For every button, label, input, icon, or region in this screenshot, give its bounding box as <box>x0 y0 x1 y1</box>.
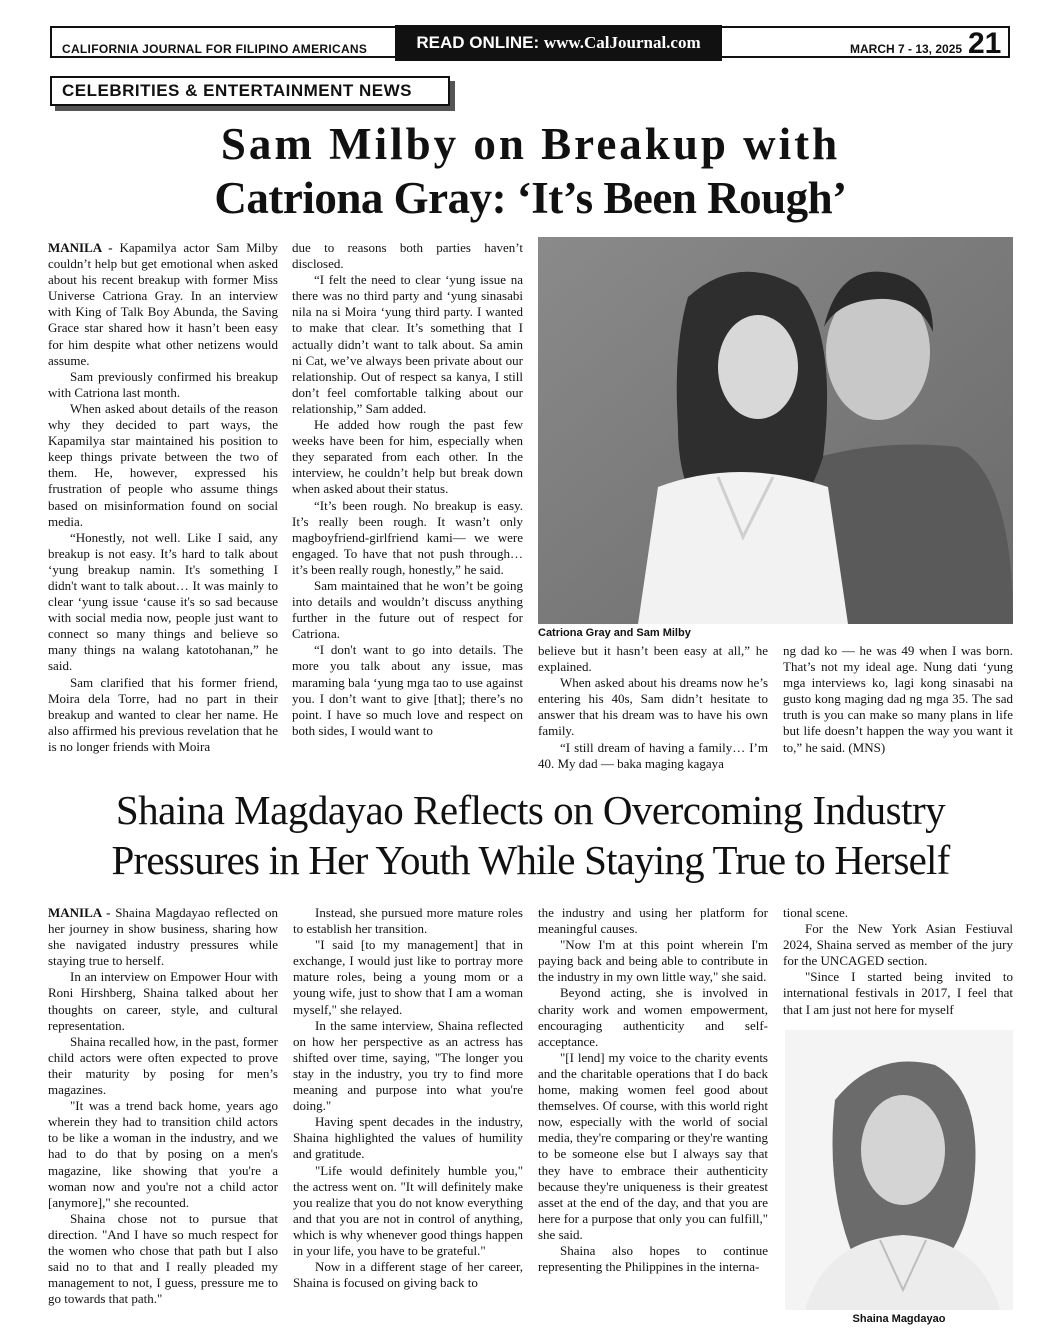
page-number: 21 <box>968 27 1002 60</box>
article2-photo <box>785 1030 1013 1310</box>
paragraph <box>538 1050 768 1243</box>
paragraph <box>292 417 523 497</box>
paragraph <box>48 240 278 369</box>
paragraph-text: Now in a different stage of her career, Shaina is focused on giving back to <box>293 1259 523 1291</box>
paragraph <box>783 643 1013 756</box>
publication-name: CALIFORNIA JOURNAL FOR FILIPINO AMERICANS <box>62 42 368 56</box>
paragraph-text: Sam previously confirmed his breakup with Catriona last month. <box>48 368 278 400</box>
paragraph <box>48 1098 278 1211</box>
paragraph <box>292 642 523 739</box>
paragraph-text: “I felt the need to clear ‘yung issue na there was no third party and ‘yung sinasabi nila na si Moira ‘yung third party. I wanted to make that clear. It’s something that I actually didn’t want to talk about. Sa amin ni Cat, we’ve always been private about our relationship. Out of respect sa kanya, I still don’t feel comfortable talking about our relationship,” Sam added. <box>292 272 523 416</box>
issue-date: MARCH 7 - 13, 2025 <box>850 42 963 56</box>
paragraph-text: Sam maintained that he won’t be going into details and wouldn’t discuss anything further in the future out of respect for Catriona. <box>292 577 523 642</box>
paragraph-text: “It’s been rough. No breakup is easy. It’s really been rough. It wasn’t only magboyfriend-girlfriend kami— we were engaged. To have that not push through… it’s been really rough, honestly,” he said. <box>292 497 523 577</box>
paragraph <box>48 530 278 675</box>
paragraph <box>48 675 278 755</box>
paragraph <box>293 905 523 937</box>
paragraph <box>293 1163 523 1260</box>
read-online-banner[interactable] <box>395 25 722 61</box>
paragraph <box>48 1034 278 1098</box>
paragraph-text: Shaina chose not to pursue that direction. "And I have so much respect for the women who chose that path but I also said no to that and I really pleaded my management to not, I guess, pressure me to go towards that path." <box>48 1210 278 1307</box>
paragraph-text: believe but it hasn’t been easy at all,” he explained. <box>538 643 768 675</box>
paragraph <box>292 240 523 272</box>
dateline: MANILA - <box>48 905 111 920</box>
paragraph-text: When asked about his dreams now he’s entering his 40s, Sam didn’t hesitate to answer that his dream was to have his own family. <box>538 675 768 739</box>
paragraph-text: "It was a trend back home, years ago wherein they had to transition child actors to be like a woman in the industry, and we had to do that by posing on a men's magazine, like showing that you're a woman now and you're not a child actor [anymore]," she recounted. <box>48 1098 278 1210</box>
article1-photo-caption: Catriona Gray and Sam Milby <box>538 627 691 639</box>
paragraph-text: tional scene. <box>783 905 848 920</box>
paragraph-text: "Now I'm at this point wherein I'm paying back and being able to contribute in the industry in my own little way," she said. <box>538 937 768 985</box>
paragraph-text: Sam clarified that his former friend, Moira dela Torre, had no part in their breakup and wanted to clear her name. He also affirmed his previous revelation that he is no longer friends with Moira <box>48 674 278 754</box>
paragraph-text: "Since I started being invited to international festivals in 2017, I feel that that I am just not here for myself <box>783 969 1013 1017</box>
paragraph-text: For the New York Asian Festiuval 2024, Shaina served as member of the jury for the UNCAGED section. <box>783 921 1013 969</box>
paragraph <box>783 905 1013 921</box>
paragraph-text: In an interview on Empower Hour with Roni Hirshberg, Shaina talked about her thoughts on career, style, and cultural representation. <box>48 969 278 1033</box>
paragraph-text: Shaina Magdayao reflected on her journey in show business, sharing how she navigated industry pressures while staying true to herself. <box>48 905 278 969</box>
article1-column-3 <box>538 643 768 780</box>
paragraph <box>538 643 768 675</box>
paragraph-text: “I don't want to go into details. The more you talk about any issue, mas maraming bala ‘yung mga tao to use against you. I don’t want to give [that]; there’s no point. I have so much love and respect on both sides, I would want to <box>292 642 523 738</box>
paragraph <box>293 1114 523 1162</box>
paragraph <box>783 969 1013 1017</box>
paragraph-text: Having spent decades in the industry, Shaina highlighted the values of humility and gratitude. <box>293 1114 523 1162</box>
paragraph <box>538 985 768 1049</box>
article2-column-4 <box>783 905 1013 1025</box>
article2-headline-line1: Shaina Magdayao Reflects on Overcoming Industry <box>115 787 946 833</box>
paragraph-text: ng dad ko — he was 49 when I was born. That’s not my ideal age. Nung dati ‘yung mga interviews ko, lagi kong sinasabi na gusto kong maging dad ng mga 35. The sad truth is you can make so many plans in life but life doesn’t happen the way you want it to,” he said. (MNS) <box>783 643 1013 755</box>
article1-column-2 <box>292 240 523 780</box>
paragraph-text: Shaina recalled how, in the past, former child actors were often expected to prove their maturity by posing for men’s magazines. <box>48 1033 278 1098</box>
paragraph-text: Instead, she pursued more mature roles to establish her transition. <box>293 905 523 937</box>
paragraph-text: Shaina also hopes to continue representing the Philippines in the interna- <box>538 1242 768 1275</box>
paragraph <box>538 675 768 739</box>
paragraph <box>783 921 1013 969</box>
paragraph <box>48 401 278 530</box>
article1-column-1 <box>48 240 278 780</box>
paragraph-text: “I still dream of having a family… I’m 40. My dad — baka maging kagaya <box>538 739 768 771</box>
paragraph-text: "[I lend] my voice to the charity events and the charitable operations that I do back home, making women feel good about themselves. Of course, with this world right now, especially with the world of social media, they're comparing or they're wanting to be someone else but I always say that they have to embrace their authenticity because they're uniqueness is their greatest asset at the end of the day, and that you are here for a purpose that only you can fulfill," she said. <box>538 1049 768 1242</box>
paragraph <box>48 1211 278 1308</box>
article2-column-2 <box>293 905 523 1330</box>
paragraph <box>293 937 523 1017</box>
paragraph <box>292 498 523 578</box>
paragraph-text: Beyond acting, she is involved in charity work and women empowerment, encouraging authenticity and self-acceptance. <box>538 985 768 1049</box>
paragraph <box>538 905 768 937</box>
paragraph <box>538 1243 768 1275</box>
article2-column-1 <box>48 905 278 1330</box>
article1-headline-line1: Sam Milby on Breakup with <box>220 119 841 169</box>
article1-column-4 <box>783 643 1013 780</box>
paragraph-text: "I said [to my management] that in exchange, I would just like to portray more mature roles, being a young mom or a young wife, just to show that I am a woman myself," she relayed. <box>293 937 523 1017</box>
section-tag: CELEBRITIES & ENTERTAINMENT NEWS <box>50 76 450 106</box>
dateline: MANILA - <box>48 240 113 255</box>
paragraph <box>292 578 523 642</box>
read-online-url[interactable]: www.CalJournal.com <box>543 33 701 52</box>
paragraph-text: the industry and using her platform for meaningful causes. <box>538 905 768 937</box>
paragraph <box>48 969 278 1033</box>
paragraph-text: due to reasons both parties haven’t disclosed. <box>292 240 523 272</box>
paragraph-text: In the same interview, Shaina reflected on how her perspective as an actress has shifted over time, saying, "The longer you stay in the industry, you try to find more meaning and purpose into what you're doing." <box>293 1017 523 1114</box>
paragraph-text: Kapamilya actor Sam Milby couldn’t help but get emotional when asked about his recent breakup with former Miss Universe Catriona Gray. In an interview with King of Talk Boy Abunda, the Saving Grace star shared how it hasn’t been easy for him despite what other netizens would assume. <box>48 240 278 368</box>
paragraph-text: “Honestly, not well. Like I said, any breakup is not easy. It’s hard to talk about ‘yung breakup namin. It's something I didn't want to talk about… It was mainly to clear ‘yung issue ‘cause it's so sad because with social media now, people just want to connect so many things and believe so many things na walang katotohanan,” he said. <box>48 529 278 674</box>
article1-headline-line2: Catriona Gray: ‘It’s Been Rough’ <box>214 173 847 223</box>
paragraph <box>48 369 278 401</box>
article2-headline-line2: Pressures in Her Youth While Staying True to Herself <box>111 837 950 883</box>
paragraph <box>293 1018 523 1115</box>
read-online-label: READ ONLINE: <box>416 33 540 52</box>
paragraph-text: When asked about details of the reason why they decided to part ways, the Kapamilya star maintained his position to keep things private between the two of them. He, however, expressed his frustration of people who assume things based on misinformation found on social media. <box>48 400 278 529</box>
paragraph <box>538 937 768 985</box>
paragraph-text: "Life would definitely humble you," the actress went on. "It will definitely make you realize that you do not know everything and that you are not in control of anything, which is why whenever good things happen in your life, you have to be grateful." <box>293 1162 523 1258</box>
paragraph <box>538 740 768 772</box>
paragraph <box>292 272 523 417</box>
article2-photo-caption: Shaina Magdayao <box>852 1313 946 1325</box>
paragraph <box>293 1259 523 1291</box>
article2-column-3 <box>538 905 768 1330</box>
article1-photo <box>538 237 1013 624</box>
paragraph-text: He added how rough the past few weeks have been for him, especially when they separated from each other. In the interview, he couldn’t help but break down when asked about their status. <box>292 417 523 497</box>
paragraph <box>48 905 278 969</box>
